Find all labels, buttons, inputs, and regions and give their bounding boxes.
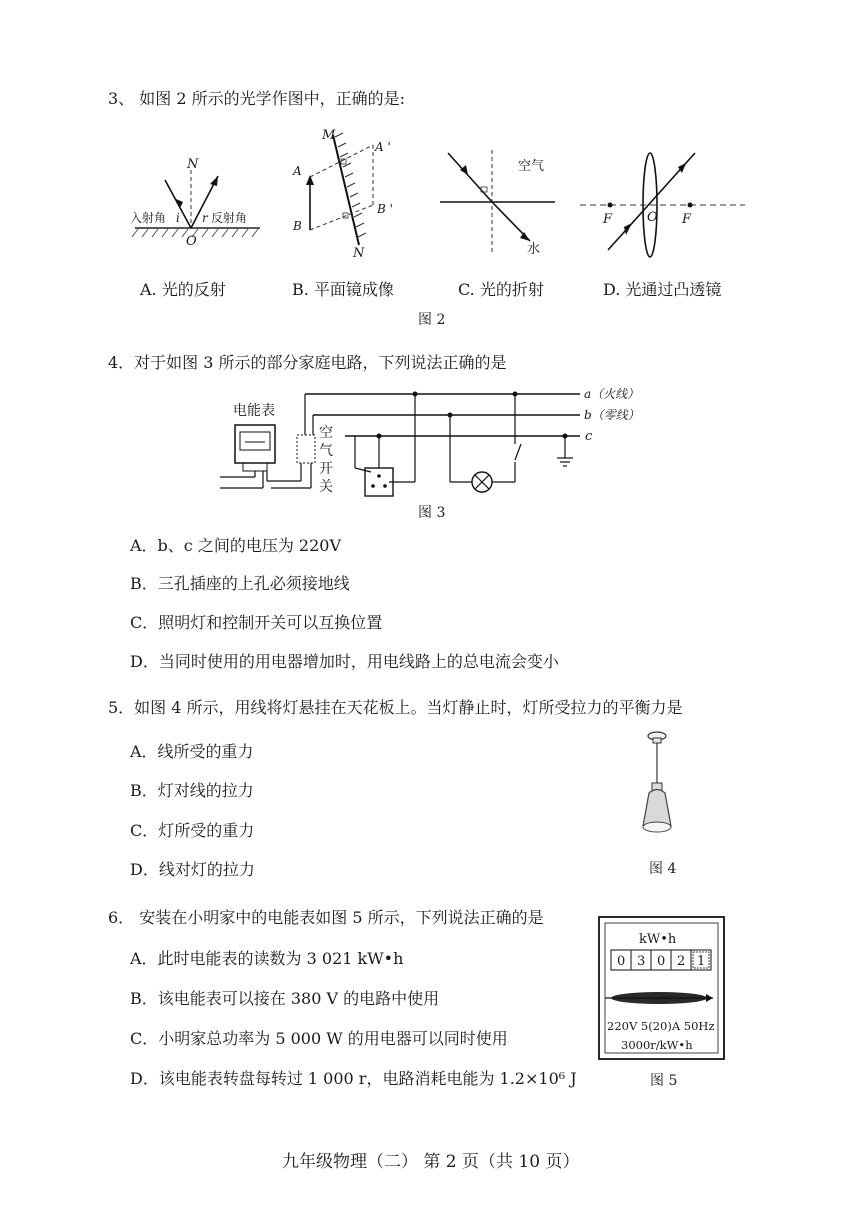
label-o: O [647,210,658,225]
figure-4-hanging-lamp [625,728,695,838]
q5-option-b[interactable]: B．灯对线的拉力 [130,781,254,800]
label-incident-angle: 入射角 [130,211,167,225]
meter-digit-4: 2 [677,954,686,969]
line-b-label: b（零线） [584,408,640,422]
label-o: O [186,234,197,249]
meter-digit-2: 3 [637,954,646,969]
meter-digit-1: 0 [617,954,626,969]
q3-option-b[interactable]: B. 平面镜成像 [292,280,394,299]
q3-option-a[interactable]: A. 光的反射 [140,280,226,299]
label-f-left: F [603,212,613,227]
q6-stem: 6． 安装在小明家中的电能表如图 5 所示，下列说法正确的是 [108,908,544,927]
label-b: B [293,219,302,233]
label-f-right: F [682,212,692,227]
meter-spec: 220V 5(20)A 50Hz [607,1019,715,1033]
label-m: M [322,128,336,143]
label-n: N [187,157,199,172]
figure-4-caption: 图 4 [649,861,677,877]
q3-option-d[interactable]: D. 光通过凸透镜 [603,280,722,299]
label-r: r [202,211,208,225]
meter-digit-5: 1 [697,954,706,969]
q5-option-d[interactable]: D．线对灯的拉力 [130,860,255,879]
breaker-char-2: 气 [319,443,333,459]
q6-option-c[interactable]: C．小明家总功率为 5 000 W 的用电器可以同时使用 [130,1029,508,1048]
figure-2c-refraction [440,145,560,260]
label-reflect-angle: 反射角 [211,211,248,225]
line-a-label: a（火线） [584,387,640,401]
page-footer: 九年级物理（二） 第 2 页（共 10 页） [282,1152,580,1172]
q5-stem: 5．如图 4 所示，用线将灯悬挂在天花板上。当灯静止时，灯所受拉力的平衡力是 [108,698,683,717]
label-air: 空气 [518,159,545,174]
q5-option-c[interactable]: C．灯所受的重力 [130,821,255,840]
line-c-label: c [585,429,593,444]
figure-2d-convex-lens [580,145,750,260]
breaker-char-4: 关 [319,479,333,495]
q4-option-b[interactable]: B．三孔插座的上孔必须接地线 [130,574,350,593]
q4-stem: 4．对于如图 3 所示的部分家庭电路，下列说法正确的是 [108,353,507,372]
q6-option-d[interactable]: D．该电能表转盘每转过 1 000 r，电路消耗电能为 1.2×10⁶ J [130,1069,577,1088]
label-a: A [293,164,302,178]
meter-revolutions: 3000r/kW•h [621,1038,693,1052]
q5-option-a[interactable]: A．线所受的重力 [130,742,254,761]
q4-option-c[interactable]: C．照明灯和控制开关可以互换位置 [130,613,383,632]
figure-5-caption: 图 5 [650,1073,678,1089]
meter-unit: kW•h [639,932,677,947]
q4-option-a[interactable]: A．b、c 之间的电压为 220V [130,536,342,555]
breaker-char-3: 开 [319,461,333,477]
figure-2-caption: 图 2 [418,312,446,328]
figure-3-household-circuit [215,380,645,505]
q3-option-c[interactable]: C. 光的折射 [458,280,544,299]
label-water: 水 [527,242,541,257]
meter-digit-3: 0 [657,954,666,969]
figure-5-energy-meter [597,915,727,1065]
figure-3-caption: 图 3 [418,505,446,521]
meter-label: 电能表 [233,403,275,419]
q6-option-a[interactable]: A．此时电能表的读数为 3 021 kW•h [130,949,404,968]
label-b-prime: B ' [377,202,393,216]
q6-option-b[interactable]: B．该电能表可以接在 380 V 的电路中使用 [130,989,440,1008]
label-n: N [353,246,365,260]
breaker-char-1: 空 [319,425,333,441]
q4-option-d[interactable]: D．当同时使用的用电器增加时，用电线路上的总电流会变小 [130,652,559,671]
label-i: i [176,211,180,225]
q3-stem: 3、 如图 2 所示的光学作图中，正确的是: [108,89,406,108]
figure-2a-reflection [120,150,270,260]
label-a-prime: A ' [375,140,391,154]
figure-2b-plane-mirror [285,125,405,260]
